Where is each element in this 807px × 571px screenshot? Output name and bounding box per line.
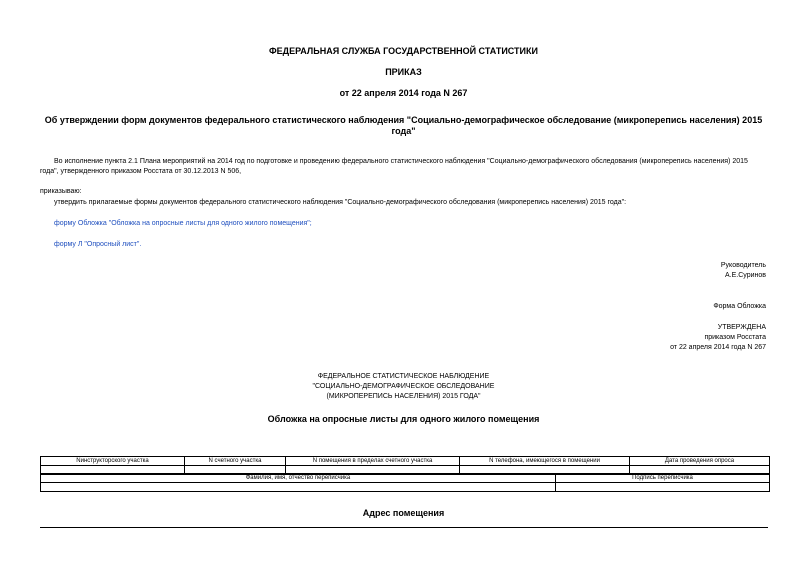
cover-title: Обложка на опросные листы для одного жилого помещения [267,414,540,424]
signature-name: А.Е.Суринов [725,272,766,279]
approved-by: приказом Росстата [704,334,766,341]
form-questionnaire-link[interactable]: форму Л "Опросный лист". [54,241,142,248]
doc-type: ПРИКАЗ [385,67,422,77]
survey-line2: "СОЦИАЛЬНО-ДЕМОГРАФИЧЕСКОЕ ОБСЛЕДОВАНИЕ [312,383,495,390]
preamble-line2: года", утвержденного приказом Росстата от 30.12.2013 N 506, [40,168,242,175]
table-row [41,483,770,492]
col-phone-number: N телефона, имеющегося в помещении [460,457,630,466]
table-row [41,457,770,466]
col-premises-number: N помещения в пределах счетного участка [286,457,460,466]
approve-line: утвердить прилагаемые формы документов федерального статистического наблюдения "Социально-демографического обследования (микроперепись населения) 2015 года": [54,199,627,206]
order-date-number: от 22 апреля 2014 года N 267 [339,88,468,98]
survey-line3: (МИКРОПЕРЕПИСЬ НАСЕЛЕНИЯ) 2015 ГОДА" [326,393,481,400]
preamble-line1: Во исполнение пункта 2.1 Плана мероприятий на 2014 год по подготовке и проведению федерального статистического наблюдения "Социально-демографического обследования (микроперепись населения) 2015 [54,158,748,165]
cell-enumerator-signature[interactable] [556,483,770,492]
cell-enumerator-name[interactable] [41,483,556,492]
order-word: приказываю: [40,188,82,195]
col-enumerator-signature: Подпись переписчика [556,474,770,483]
approved-order-date: от 22 апреля 2014 года N 267 [670,344,766,351]
col-enumerator-name: Фамилия, имя, отчество переписчика [41,474,556,483]
col-counting-area: N счетного участка [185,457,286,466]
order-title-line1: Об утверждении форм документов федерального статистического наблюдения "Социально-демографическое обследование (микроперепись населения) 2015 [44,115,763,125]
survey-line1: ФЕДЕРАЛЬНОЕ СТАТИСТИЧЕСКОЕ НАБЛЮДЕНИЕ [317,373,490,380]
order-title-line2: года" [391,126,416,136]
address-line[interactable] [40,527,768,528]
form-name: Форма Обложка [713,303,766,310]
enumerator-table [40,473,770,492]
agency-title: ФЕДЕРАЛЬНАЯ СЛУЖБА ГОСУДАРСТВЕННОЙ СТАТИСТИКИ [269,46,538,56]
form-cover-link[interactable]: форму Обложка "Обложка на опросные листы для одного жилого помещения"; [54,220,312,227]
address-title: Адрес помещения [362,508,445,518]
col-survey-date: Дата проведения опроса [630,457,770,466]
signature-role: Руководитель [720,262,766,269]
col-instructor-area: Nинструкторского участка [41,457,185,466]
table-row [41,474,770,483]
approved-label: УТВЕРЖДЕНА [717,324,766,331]
